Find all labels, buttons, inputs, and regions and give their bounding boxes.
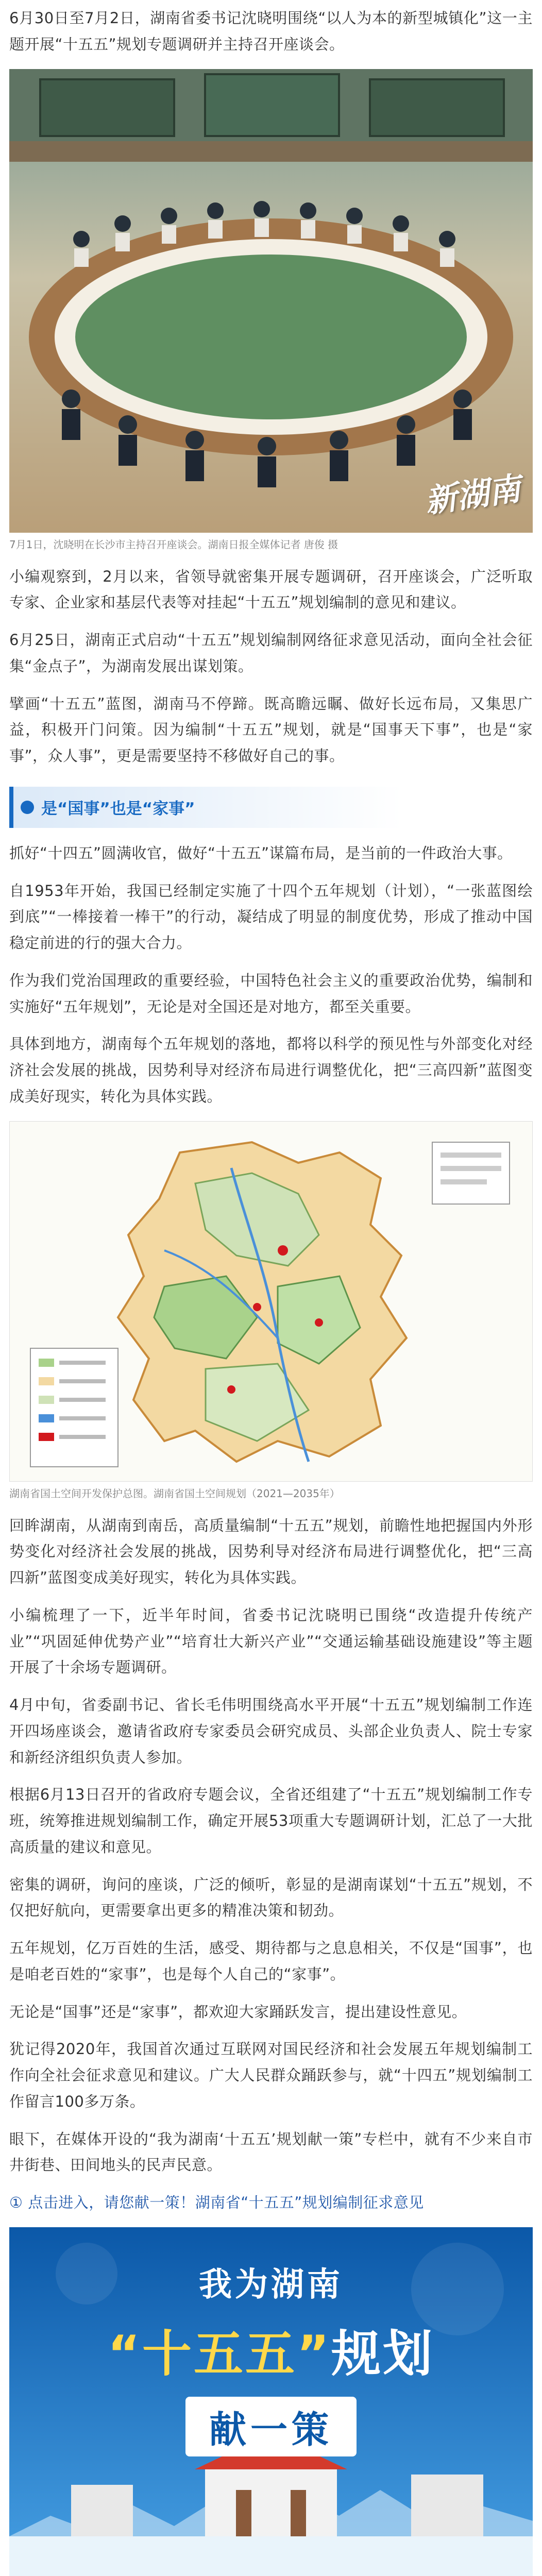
feedback-link[interactable]: ① 点击进入，请您献一策！湖南省“十五五”规划编制征求意见 [9,2194,424,2211]
paragraph: 根据6月13日召开的省政府专题会议，全省还组建了“十五五”规划编制工作专班，统筹推进规划编制工作，确定开展53项重大专题调研计划，汇总了一大批高质量的建议和意见。 [9,1786,533,1856]
banner-line-2 [9,2315,533,2385]
article [0,5,542,2576]
paragraph: 眼下，在媒体开设的“我为湖南‘十五五’规划献一策”专栏中，就有不少来自市井街巷、田间地头的民声民意。 [9,2130,533,2174]
banner-line-2a: “十五五” [107,2325,332,2383]
section-title: 是“国事”也是“家事” [41,800,195,819]
paragraph: 犹记得2020年，我国首次通过互联网对国民经济和社会发展五年规划编制工作向全社会征求意见和建议。广大人民群众踊跃参与，就“十四五”规划编制工作留言100多万条。 [9,2040,533,2110]
paragraph: 4月中旬，省委副书记、省长毛伟明围绕高水平开展“十五五”规划编制工作连开四场座谈会，邀请省政府专家委员会研究成员、头部企业负责人、院士专家和新经济组织负责人参加。 [9,1696,533,1766]
banner-line-3: 献一策 [185,2397,357,2456]
map-graphic [10,1122,533,1482]
paragraph: 抓好“十四五”圆满收官，做好“十五五”谋篇布局，是当前的一件政治大事。 [9,844,513,862]
paragraph: 具体到地方，湖南每个五年规划的落地，都将以科学的预见性与外部变化对经济社会发展的挑战，因势利导对经济布局进行调整优化，把“三高四新”蓝图变成美好现实，转化为具体实践。 [9,1035,533,1105]
banner-line-1: 我为湖南 [199,2265,343,2304]
paragraph: 6月25日，湖南正式启动“十五五”规划编制网络征求意见活动，面向全社会征集“金点子”，为湖南发展出谋划策。 [9,631,533,675]
paragraph: 小编梳理了一下，近半年时间，省委书记沈晓明已围绕“改造提升传统产业”“巩固延伸优势产业”“培育壮大新兴产业”“交通运输基础设施建设”等主题开展了十余场专题调研。 [9,1606,533,1676]
paragraph: 五年规划，亿万百姓的生活，感受、期待都与之息息相关，不仅是“国事”，也是咱老百姓的“家事”，也是每个人自己的“家事”。 [9,1939,533,1983]
hunan-map-image [9,1121,533,1482]
paragraph: 密集的调研，询问的座谈，广泛的倾听，彰显的是湖南谋划“十五五”规划，不仅把好航向，更需要拿出更多的精准决策和韧劲。 [9,1875,533,1920]
paragraph: 无论是“国事”还是“家事”，都欢迎大家踊跃发言，提出建设性意见。 [9,2003,467,2021]
intro-paragraph: 6月30日至7月2日，湖南省委书记沈晓明围绕“以人为本的新型城镇化”这一主题开展“十五五”规划专题调研并主持召开座谈会。 [9,9,533,53]
xinhunan-logo: 新湖南 [422,469,523,520]
banner-image[interactable] [9,2227,533,2576]
paragraph: 回眸湖南，从湖南到南岳，高质量编制“十五五”规划，前瞻性地把握国内外形势变化对经济社会发展的挑战，因势利导对经济布局进行调整优化，把“三高四新”蓝图变成美好现实，转化为具体实践。 [9,1516,533,1586]
paragraph: 小编观察到，2月以来，省领导就密集开展专题调研，召开座谈会，广泛听取专家、企业家和基层代表等对挂起“十五五”规划编制的意见和建议。 [9,567,533,612]
meeting-scene [9,69,533,533]
meeting-photo-caption: 7月1日，沈晓明在长沙市主持召开座谈会。湖南日报全媒体记者 唐俊 摄 [9,538,338,551]
section-heading-1 [9,787,533,828]
map-caption: 湖南省国土空间开发保护总图。湖南省国土空间规划（2021—2035年） [9,1487,340,1500]
section-bullet-icon [21,801,34,814]
meeting-photo [9,69,533,533]
paragraph: 擘画“十五五”蓝图，湖南马不停蹄。既高瞻远瞩、做好长远布局，又集思广益，积极开门问策。因为编制“十五五”规划，就是“国事天下事”，也是“家事”，众人事”，更是需要坚持不移做好自己的事。 [9,694,533,765]
banner-title-block [9,2258,533,2456]
paragraph: 自1953年开始，我国已经制定实施了十四个五年规划（计划），“一张蓝图绘到底”“一棒接着一棒干”的行动，凝结成了明显的制度优势，形成了推动中国稳定前进的行的强大合力。 [9,882,533,952]
paragraph: 作为我们党治国理政的重要经验，中国特色社会主义的重要政治优势，编制和实施好“五年规划”，无论是对全国还是对地方，都至关重要。 [9,971,533,1015]
banner-line-2b: 规划 [331,2325,435,2383]
